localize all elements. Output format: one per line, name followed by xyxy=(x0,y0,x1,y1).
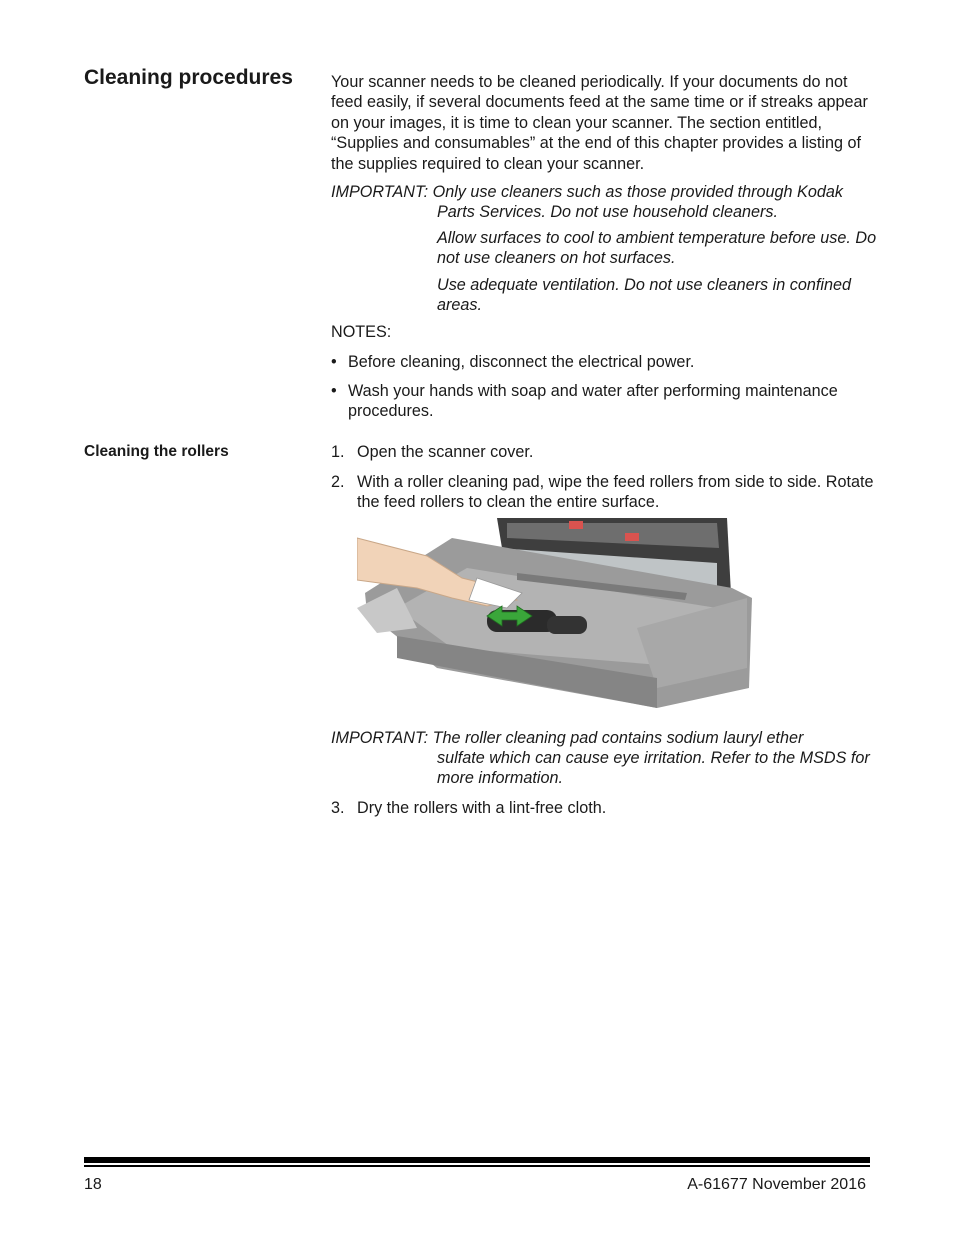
important-note-line: Use adequate ventilation. Do not use cleaners in confined areas. xyxy=(437,276,851,315)
footer-divider xyxy=(84,1157,870,1163)
subsection-title: Cleaning the rollers xyxy=(84,443,229,460)
bullet-icon: • xyxy=(331,382,337,400)
step-number: 3. xyxy=(331,799,345,817)
important-note-line: Parts Services. Do not use household cleaners. xyxy=(437,203,779,221)
step-text: With a roller cleaning pad, wipe the feed rollers from side to side. Rotate the feed rollers to clean the entire surface. xyxy=(357,473,874,512)
important-note-line: Allow surfaces to cool to ambient temperature before use. Do not use cleaners on hot surfaces. xyxy=(437,229,877,268)
important-note-line: sulfate which can cause eye irritation. Refer to the MSDS for more information. xyxy=(437,749,870,788)
step-text: Open the scanner cover. xyxy=(357,443,534,461)
step-number: 1. xyxy=(331,443,345,461)
document-id: A-61677 November 2016 xyxy=(687,1176,866,1193)
page-number: 18 xyxy=(84,1176,102,1193)
section-title: Cleaning procedures xyxy=(84,66,293,89)
footer-divider-thin xyxy=(84,1165,870,1167)
step-text: Dry the rollers with a lint-free cloth. xyxy=(357,799,607,817)
intro-paragraph: Your scanner needs to be cleaned periodically. If your documents do not feed easily, if several documents feed at the same time or if streaks appear on your images, it is time to clean your scanner. The section entitled, “Supplies and consumables” at the end of this chapter provides a listing of the supplies required to clean your scanner. xyxy=(331,73,868,173)
step-number: 2. xyxy=(331,473,345,491)
bullet-icon: • xyxy=(331,353,337,371)
note-item: Wash your hands with soap and water after performing maintenance procedures. xyxy=(348,382,838,421)
scanner-cleaning-illustration xyxy=(357,518,752,711)
important-note-lead: IMPORTANT: Only use cleaners such as those provided through Kodak xyxy=(331,183,843,201)
note-item: Before cleaning, disconnect the electrical power. xyxy=(348,353,695,371)
notes-label: NOTES: xyxy=(331,323,392,341)
important-note-lead: IMPORTANT: The roller cleaning pad contains sodium lauryl ether xyxy=(331,729,804,747)
